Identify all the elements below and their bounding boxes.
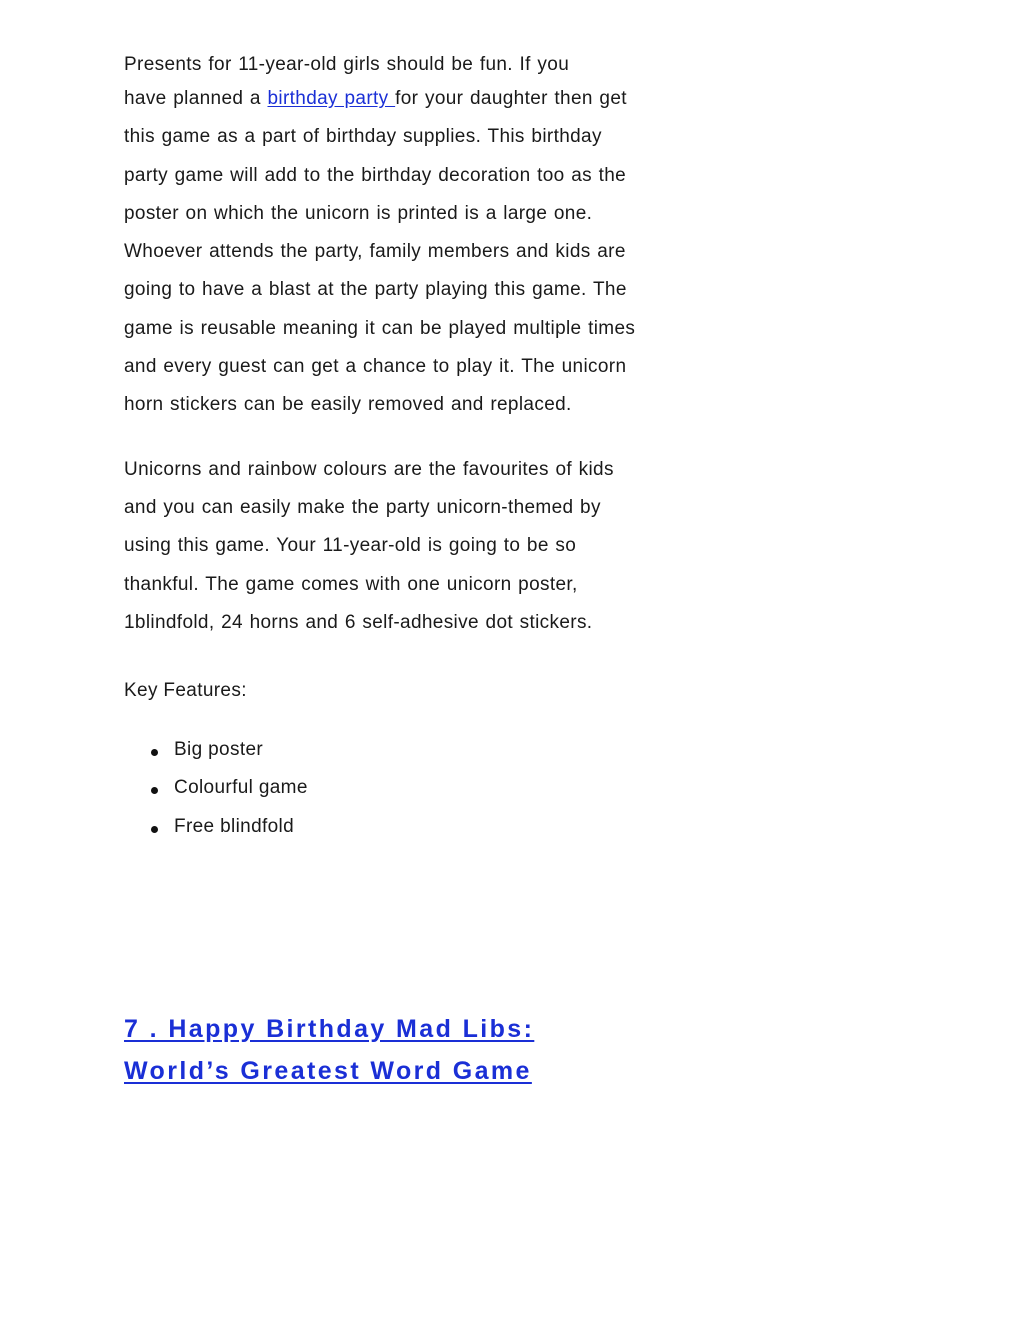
intro-after-link: for your daughter then get this game as a part of birthday supplies. This birthday party game will add to the birthday decoration too as the poster on which the unicorn is printed is a large one. Whoever attends the party, family members and kids are going to have a blast at the party playing this game. The game is reusable meaning it can be played multiple times and every guest can get a chance to play it. The unicorn horn stickers can be easily removed and replaced. <box>124 88 636 416</box>
feature-text: Big poster <box>174 739 264 761</box>
bullet-icon <box>151 826 158 833</box>
list-item <box>124 769 644 807</box>
intro-first-line: Presents for 11-year-old girls should be fun. If you <box>124 54 570 75</box>
feature-text: Free blindfold <box>174 815 295 837</box>
list-item <box>124 731 644 769</box>
unicorn-paragraph: Unicorns and rainbow colours are the favourites of kids and you can easily make the party unicorn-themed by using this game. Your 11-year-old is going to be so thankful. The game comes with one unicorn poster, 1blindfold, 24 horns and 6 self-adhesive dot stickers. <box>124 458 614 633</box>
birthday-party-link[interactable]: birthday party <box>267 88 396 109</box>
intro-paragraph <box>124 50 644 425</box>
key-features-label: Key Features: <box>124 680 247 702</box>
section-heading-link[interactable] <box>124 1008 724 1092</box>
feature-text: Colourful game <box>174 777 308 799</box>
heading-line-2[interactable]: World’s Greatest Word Game <box>124 1057 532 1085</box>
intro-before-link: have planned a <box>124 88 268 109</box>
article-body <box>124 50 644 846</box>
bullet-icon <box>151 749 158 756</box>
key-features-list <box>124 731 644 846</box>
list-item <box>124 808 644 846</box>
heading-line-1[interactable]: 7 . Happy Birthday Mad Libs: <box>124 1015 535 1043</box>
bullet-icon <box>151 787 158 794</box>
